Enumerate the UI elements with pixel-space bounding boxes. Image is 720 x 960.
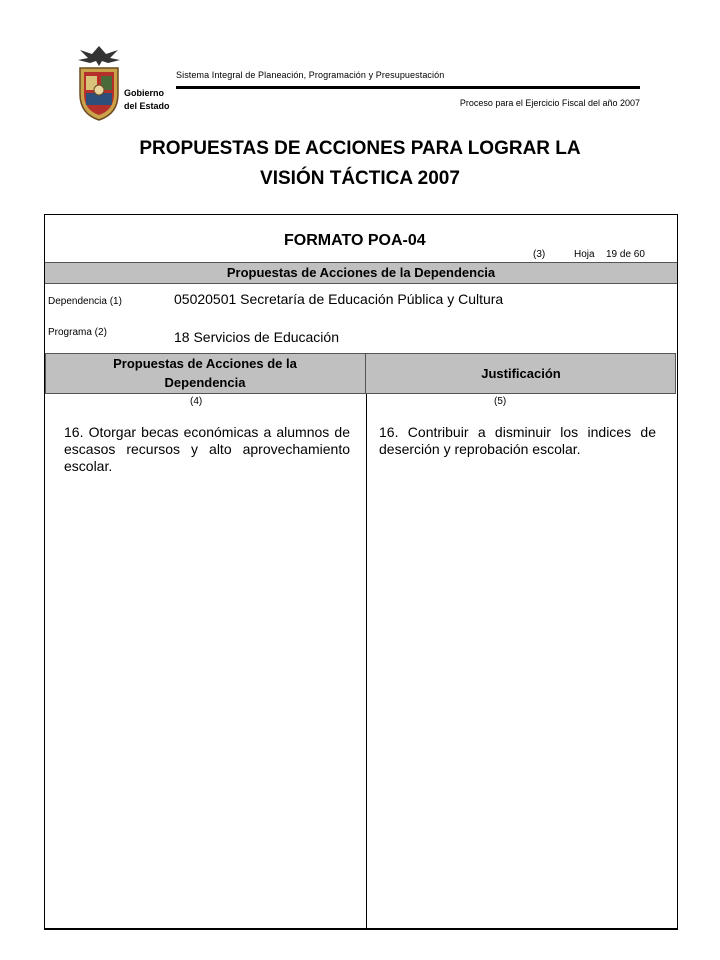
dependencia-value: 05020501 Secretaría de Educación Pública y Cultura [174, 291, 504, 307]
sheet-ref: (3) [533, 249, 546, 260]
column-divider [366, 394, 367, 928]
page-title-line-2: VISIÓN TÁCTICA 2007 [260, 168, 460, 189]
section-header-band: Propuestas de Acciones de la Dependencia [45, 262, 677, 284]
programa-label: Programa (2) [48, 327, 107, 338]
sheet-label: Hoja [574, 249, 595, 260]
form-border-left [44, 214, 45, 930]
government-label-line-1: Gobierno [124, 88, 164, 98]
column-header-actions [46, 354, 364, 393]
government-label-line-2: del Estado [124, 101, 170, 111]
form-border-top [44, 214, 678, 215]
sheet-value: 19 de 60 [606, 249, 645, 260]
fiscal-process-label: Proceso para el Ejercicio Fiscal del año 2007 [459, 98, 640, 108]
format-name: FORMATO POA-04 [284, 232, 426, 249]
column-2-ref: (5) [494, 396, 507, 407]
justification-text: 16. Contribuir a disminuir los indices de deserción y reprobación escolar. [379, 424, 656, 457]
page-title-line-1: PROPUESTAS DE ACCIONES PARA LOGRAR LA [139, 138, 581, 159]
form-border-bottom [44, 928, 678, 930]
form-border-right [677, 214, 678, 930]
header-rule [176, 86, 640, 89]
coat-of-arms-icon [74, 44, 124, 122]
column-header-justification: Justificación [481, 366, 561, 381]
column-header-actions-line-2: Dependencia [164, 375, 246, 390]
dependencia-label: Dependencia (1) [48, 296, 122, 307]
column-1-ref: (4) [190, 396, 203, 407]
column-header-actions-line-1: Propuestas de Acciones de la [113, 356, 297, 371]
programa-value: 18 Servicios de Educación [174, 329, 339, 345]
system-title: Sistema Integral de Planeación, Programación y Presupuestación [176, 70, 445, 80]
action-text: 16. Otorgar becas económicas a alumnos de escasos recursos y alto aprovechamiento escolar. [64, 424, 350, 474]
